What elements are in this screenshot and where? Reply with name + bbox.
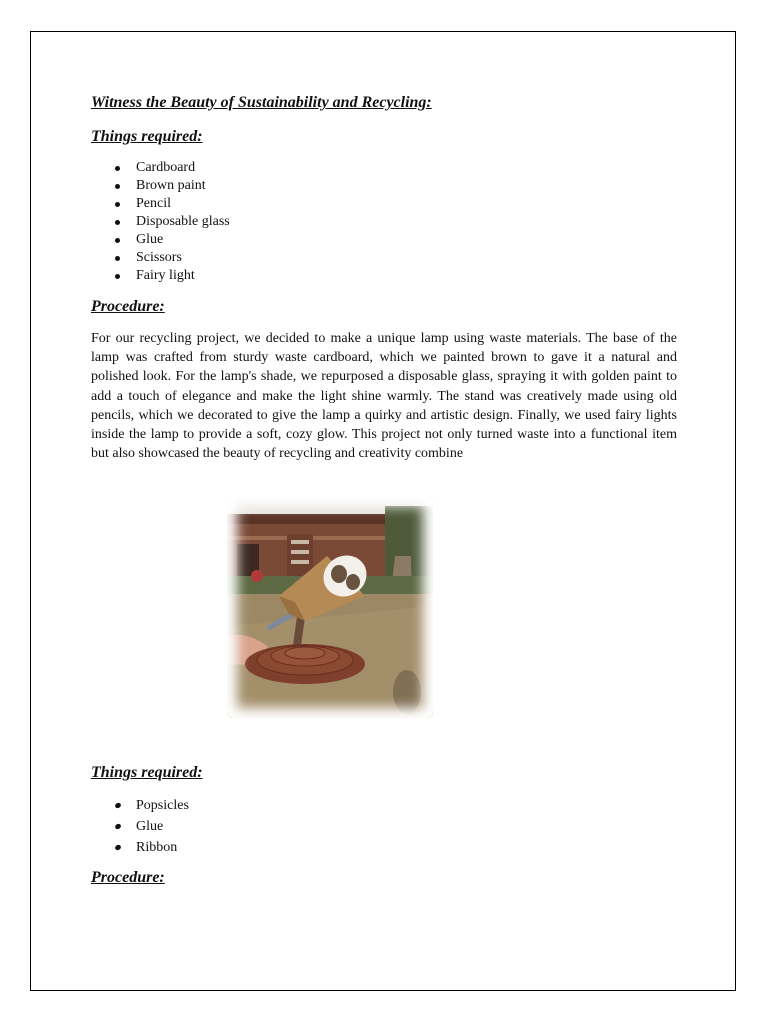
document-page	[30, 31, 736, 991]
list-item: Brown paint	[113, 177, 230, 195]
procedure-paragraph: For our recycling project, we decided to make a unique lamp using waste materials. The base of the lamp was crafted from sturdy waste cardboard, which we painted brown to gave it a natural and polished look. For the lamp's shade, we repurposed a disposable glass, spraying it with golden paint to add a touch of elegance and make the light shine warmly. The stand was creatively made using old pencils, which we decorated to give the lamp a quirky and artistic design. Finally, we used fairy lights inside the lamp to provide a soft, cozy glow. This project not only turned waste into a functional item but also showcased the beauty of recycling and creativity combine	[91, 331, 677, 462]
things-required-list-1	[113, 159, 230, 285]
lamp-photo-illustration	[227, 496, 433, 718]
list-item: Pencil	[113, 195, 230, 213]
procedure-heading-2: Procedure:	[91, 869, 165, 886]
list-item: Cardboard	[113, 159, 230, 177]
list-item: Ribbon	[113, 837, 189, 858]
procedure-heading-1: Procedure:	[91, 298, 165, 315]
things-required-heading-1: Things required:	[91, 128, 203, 145]
list-item: Glue	[113, 816, 189, 837]
list-item: Popsicles	[113, 795, 189, 816]
things-required-heading-2: Things required:	[91, 764, 203, 781]
list-item: Scissors	[113, 249, 230, 267]
page-title: Witness the Beauty of Sustainability and Recycling:	[91, 94, 432, 111]
list-item: Disposable glass	[113, 213, 230, 231]
things-required-list-2	[113, 795, 189, 858]
list-item: Fairy light	[113, 267, 230, 285]
list-item: Glue	[113, 231, 230, 249]
lamp-photo	[227, 496, 433, 718]
